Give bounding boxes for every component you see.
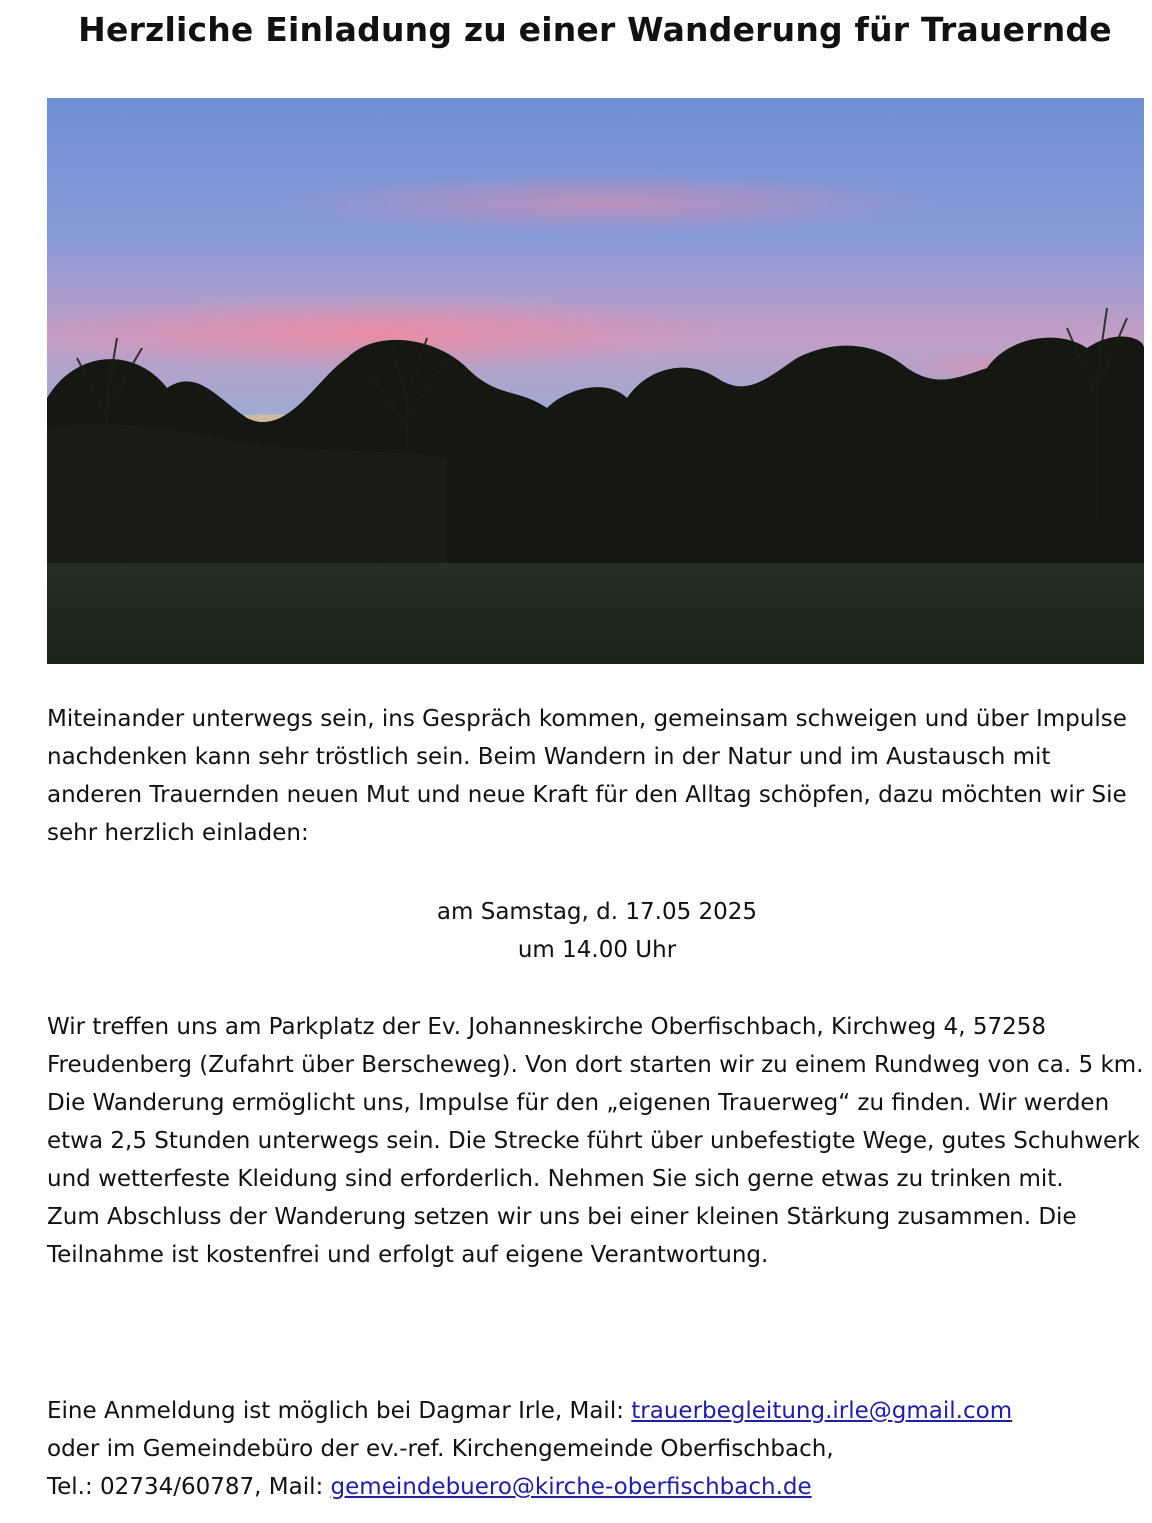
photo-scene — [47, 98, 1144, 664]
meadow — [47, 563, 1144, 664]
contact-phone-text: Tel.: 02734/60787, Mail: — [47, 1474, 331, 1500]
event-time: um 14.00 Uhr — [517, 937, 677, 963]
meeting-point-text: Wir treffen uns am Parkplatz der Ev. Johanneskirche Oberfischbach, Kirchweg 4, 57258 Freudenberg (Zufahrt über Berscheweg). Von dort starten wir zu einem Rundweg von ca. 5 km. — [47, 1014, 1144, 1078]
intro-text: Miteinander unterwegs sein, ins Gespräch kommen, gemeinsam schweigen und über Impulse nachdenken kann sehr tröstlich sein. Beim Wandern in der Natur und im Austausch mit anderen Trauernden neuen Mut und neue Kraft für den Alltag schöpfen, dazu möchten wir Sie sehr herzlich einladen: — [47, 706, 1127, 846]
pink-cloud-upper — [277, 173, 937, 233]
contact-line-2: oder im Gemeindebüro der ev.-ref. Kirchengemeinde Oberfischbach, — [47, 1436, 834, 1462]
sunset-landscape-photo — [47, 98, 1144, 664]
event-date-block — [47, 893, 1147, 969]
contact-registration-text: Eine Anmeldung ist möglich bei Dagmar Irle, Mail: — [47, 1398, 632, 1424]
event-details — [47, 1008, 1147, 1274]
page-title: Herzliche Einladung zu einer Wanderung für Trauernde — [78, 10, 1112, 49]
email-link-gemeindebuero[interactable]: gemeindebuero@kirche-oberfischbach.de — [330, 1474, 812, 1500]
intro-paragraph — [47, 700, 1147, 852]
email-link-irle[interactable]: trauerbegleitung.irle@gmail.com — [631, 1398, 1013, 1424]
event-date: am Samstag, d. 17.05 2025 — [436, 899, 758, 925]
contact-line-1 — [47, 1392, 1147, 1430]
contact-block — [47, 1392, 1147, 1506]
closing-text: Zum Abschluss der Wanderung setzen wir uns bei einer kleinen Stärkung zusammen. Die Teilnahme ist kostenfrei und erfolgt auf eigene Verantwortung. — [47, 1204, 1077, 1268]
contact-line-3 — [47, 1468, 1147, 1506]
route-text: Die Wanderung ermöglicht uns, Impulse für den „eigenen Trauerweg“ zu finden. Wir werden etwa 2,5 Stunden unterwegs sein. Die Strecke führt über unbefestigte Wege, gutes Schuhwerk und wetterfeste Kleidung sind erforderlich. Nehmen Sie sich gerne etwas zu trinken mit. — [47, 1090, 1140, 1192]
